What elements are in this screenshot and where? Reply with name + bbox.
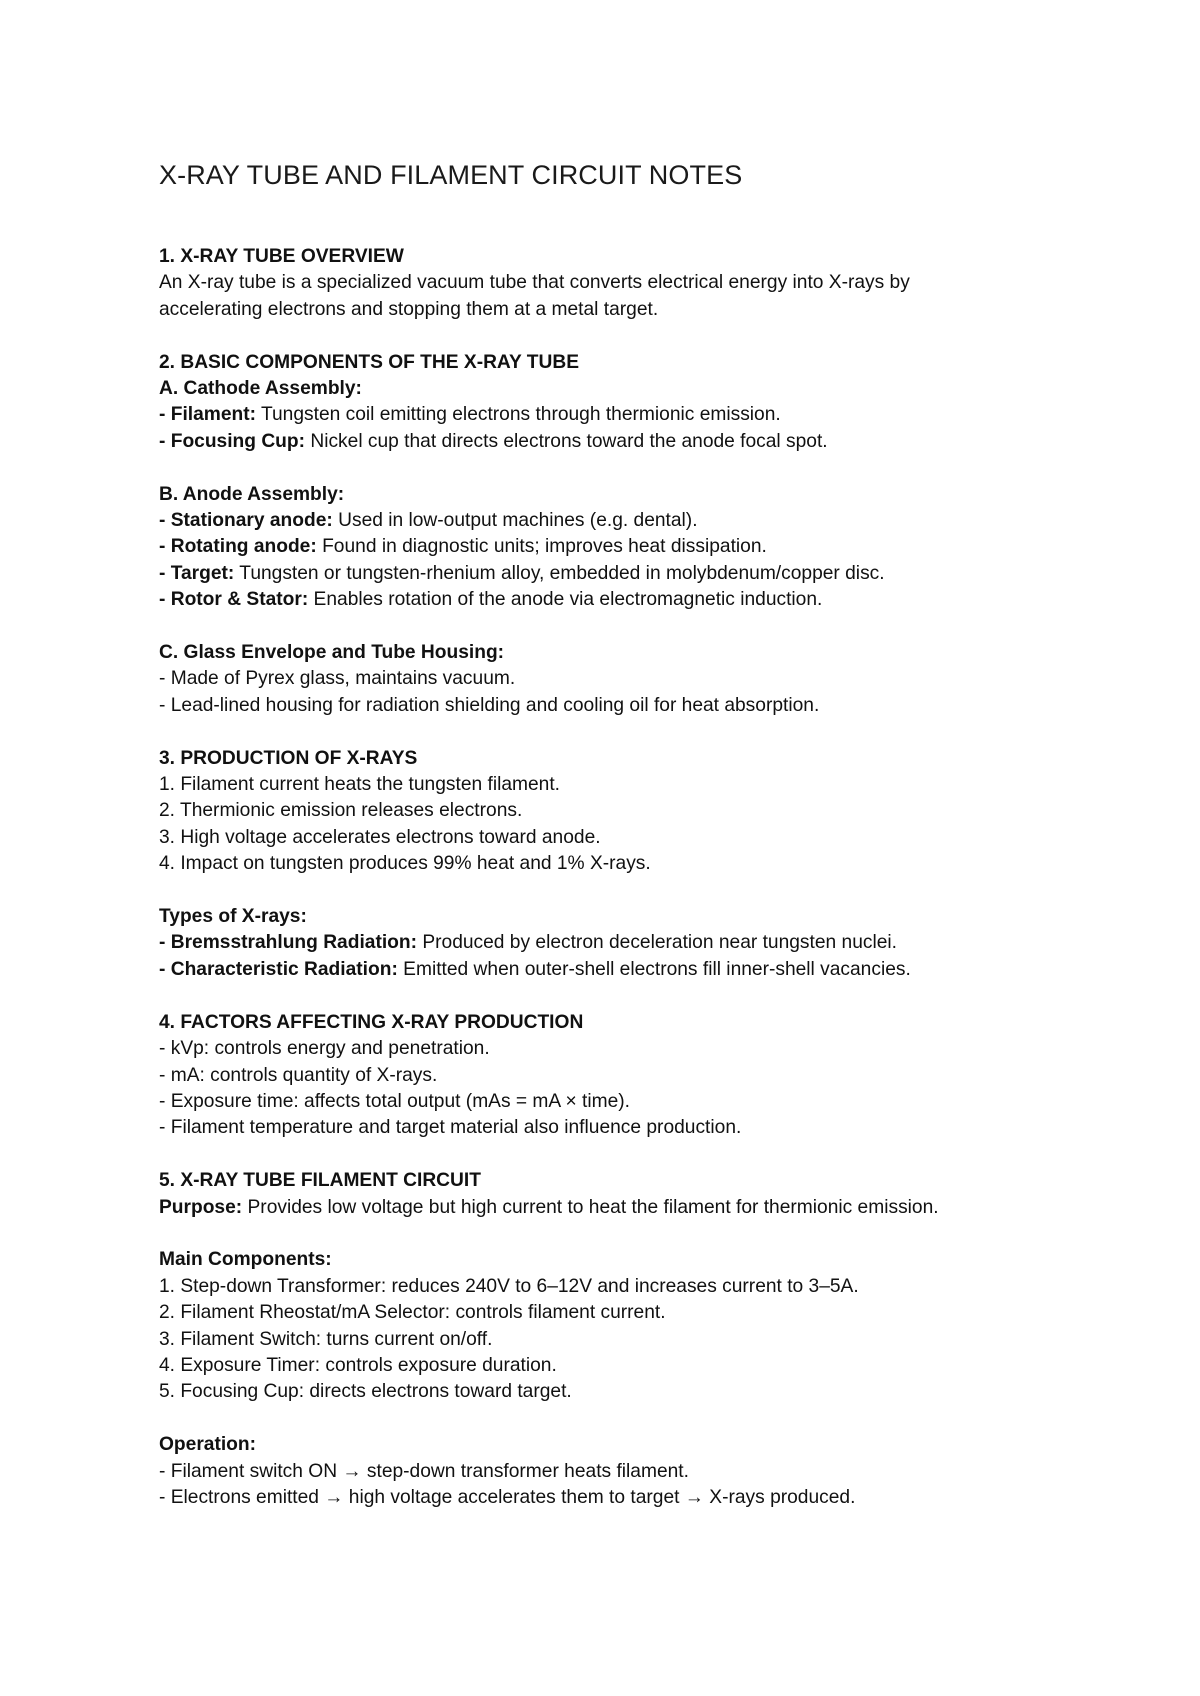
list-item: - Lead-lined housing for radiation shielding and cooling oil for heat absorption.: [159, 694, 820, 716]
purpose-label: Purpose:: [159, 1196, 243, 1218]
section-heading: 5. X-RAY TUBE FILAMENT CIRCUIT: [159, 1170, 481, 1192]
subsection-heading: Types of X-rays:: [159, 906, 307, 928]
item-text: Produced by electron deceleration near tungsten nuclei.: [417, 932, 897, 954]
section-heading: 1. X-RAY TUBE OVERVIEW: [159, 246, 404, 267]
item-term: - Target:: [159, 562, 235, 584]
document-title: X-RAY TUBE AND FILAMENT CIRCUIT NOTES: [159, 160, 743, 190]
subsection-glass-envelope: [159, 640, 1059, 719]
list-item: - Made of Pyrex glass, maintains vacuum.: [159, 668, 516, 690]
list-item: 1. Step-down Transformer: reduces 240V to 6–12V and increases current to 3–5A.: [159, 1275, 859, 1297]
subsection-heading: C. Glass Envelope and Tube Housing:: [159, 642, 505, 664]
purpose-text: Provides low voltage but high current to heat the filament for thermionic emission.: [242, 1196, 939, 1218]
item-text: Nickel cup that directs electrons toward the anode focal spot.: [305, 430, 828, 452]
list-item: [159, 508, 1059, 534]
list-item: [159, 930, 1059, 956]
item-text: Enables rotation of the anode via electromagnetic induction.: [308, 589, 823, 611]
list-item: - Filament switch ON → step-down transformer heats filament.: [159, 1460, 689, 1482]
list-item: [159, 587, 1059, 613]
item-text: Emitted when outer-shell electrons fill inner-shell vacancies.: [397, 958, 911, 980]
list-item: 4. Impact on tungsten produces 99% heat and 1% X-rays.: [159, 853, 651, 875]
document-page: [159, 158, 1059, 1538]
list-item: [159, 429, 1059, 455]
item-text: Tungsten coil emitting electrons through thermionic emission.: [256, 404, 781, 426]
section-production: [159, 746, 1059, 878]
list-item: 3. Filament Switch: turns current on/off.: [159, 1328, 493, 1350]
subsection-anode-assembly: [159, 482, 1059, 614]
list-item: 5. Focusing Cup: directs electrons toward target.: [159, 1381, 572, 1403]
list-item: - Electrons emitted → high voltage accelerates them to target → X-rays produced.: [159, 1486, 856, 1508]
item-text: Found in diagnostic units; improves heat dissipation.: [316, 536, 767, 558]
subsection-types-of-xrays: [159, 904, 1059, 983]
subsection-main-components: [159, 1247, 1059, 1405]
section-basic-components: [159, 350, 1059, 456]
list-item: - mA: controls quantity of X-rays.: [159, 1064, 438, 1086]
list-item: [159, 402, 1059, 428]
list-item: - kVp: controls energy and penetration.: [159, 1038, 490, 1060]
subsection-operation: [159, 1432, 1059, 1511]
item-text: Used in low-output machines (e.g. dental).: [332, 510, 698, 532]
list-item: 3. High voltage accelerates electrons toward anode.: [159, 826, 601, 848]
subsection-heading: B. Anode Assembly:: [159, 483, 345, 505]
list-item: - Filament temperature and target material also influence production.: [159, 1117, 742, 1139]
paragraph-line: accelerating electrons and stopping them at a metal target.: [159, 298, 659, 320]
list-item: 1. Filament current heats the tungsten filament.: [159, 774, 561, 796]
item-term: - Bremsstrahlung Radiation:: [159, 932, 417, 954]
item-term: - Focusing Cup:: [159, 430, 306, 452]
paragraph-line: An X-ray tube is a specialized vacuum tube that converts electrical energy into X-rays by: [159, 272, 910, 294]
list-item: - Exposure time: affects total output (mAs = mA × time).: [159, 1090, 630, 1112]
item-term: - Characteristic Radiation:: [159, 958, 398, 980]
purpose-line: [159, 1195, 1059, 1221]
item-term: - Filament:: [159, 404, 257, 426]
subsection-heading: A. Cathode Assembly:: [159, 378, 362, 400]
item-term: - Stationary anode:: [159, 510, 333, 532]
list-item: [159, 561, 1059, 587]
section-filament-circuit: [159, 1168, 1059, 1221]
section-overview: [159, 244, 1059, 323]
subsection-heading: Main Components:: [159, 1249, 332, 1271]
list-item: 2. Thermionic emission releases electrons.: [159, 800, 523, 822]
list-item: [159, 957, 1059, 983]
list-item: 4. Exposure Timer: controls exposure duration.: [159, 1354, 557, 1376]
item-term: - Rotating anode:: [159, 536, 317, 558]
item-term: - Rotor & Stator:: [159, 589, 309, 611]
list-item: [159, 534, 1059, 560]
subsection-heading: Operation:: [159, 1434, 257, 1456]
section-heading: 2. BASIC COMPONENTS OF THE X-RAY TUBE: [159, 351, 580, 373]
list-item: 2. Filament Rheostat/mA Selector: controls filament current.: [159, 1302, 666, 1324]
item-text: Tungsten or tungsten-rhenium alloy, embedded in molybdenum/copper disc.: [234, 562, 885, 584]
section-heading: 3. PRODUCTION OF X-RAYS: [159, 747, 418, 769]
section-factors: [159, 1010, 1059, 1142]
section-heading: 4. FACTORS AFFECTING X-RAY PRODUCTION: [159, 1011, 584, 1033]
